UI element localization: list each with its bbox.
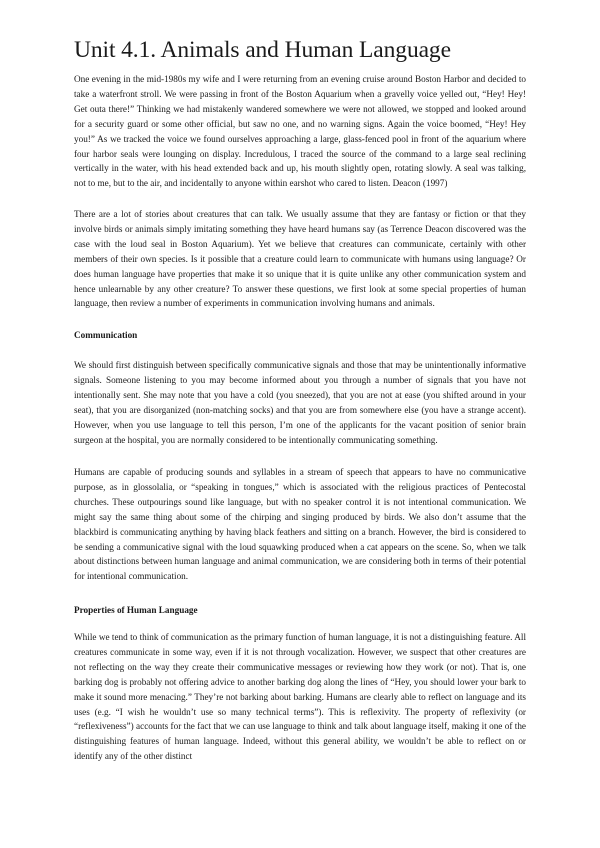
page-title: Unit 4.1. Animals and Human Language xyxy=(74,37,451,63)
section-heading-communication: Communication xyxy=(74,330,138,340)
communication-paragraph-1: We should first distinguish between specifically communicative signals and those that may be unintentionally informative signals. Someone listening to you may become informed about you through a number of signals that you have not intentionally sent. She may note that you have a cold (you sneezed), that you are not at ease (you shifted around in your seat), that you are disorganized (non-matching socks) and that you are from somewhere else (you have a strange accent). However, when you use language to tell this person, I’m one of the applicants for the vacant position of senior brain surgeon at the hospital, you are normally considered to be intentionally communicating something. xyxy=(74,360,526,445)
communication-paragraph-2: Humans are capable of producing sounds and syllables in a stream of speech that appears to have no communicative purpose, as in glossolalia, or “speaking in tongues,” which is associated with the religious practices of Pentecostal churches. These outpourings sound like language, but with no speaker control it is not intentional communication. We might say the same thing about some of the chirping and singing produced by birds. We also don’t assume that the blackbird is communicating anything by having black feathers and sitting on a branch. However, the bird is considered to be sending a communicative signal with the loud squawking produced when a cat appears on the scene. So, when we talk about distinctions between human language and animal communication, we are considering both in terms of their potential for intentional communication. xyxy=(74,467,526,582)
section-heading-properties: Properties of Human Language xyxy=(74,605,198,615)
overview-paragraph: There are a lot of stories about creatures that can talk. We usually assume that they are fantasy or fiction or that they involve birds or animals simply imitating something they have heard humans say (as Terrence Deacon discovered was the case with the loud seal in Boston Aquarium). Yet we believe that creatures can communicate, certainly with other members of their own species. Is it possible that a creature could learn to communicate with humans using language? Or does human language have properties that make it so unique that it is quite unlike any other communication system and hence unlearnable by any other creature? To answer these questions, we first look at some special properties of human language, then review a number of experiments in communication involving humans and animals. xyxy=(74,209,526,309)
properties-paragraph: While we tend to think of communication as the primary function of human language, it is not a distinguishing feature. All creatures communicate in some way, even if it is not through vocalization. However, we suspect that other creatures are not reflecting on the way they create their communicative messages or reviewing how they work (or not). That is, one barking dog is probably not offering advice to another barking dog along the lines of “Hey, you should lower your bark to make it sound more menacing.” They’re not barking about barking. Humans are clearly able to reflect on language and its uses (e.g. “I wish he wouldn’t use so many technical terms”). This is reflexivity. The property of reflexivity (or “reflexiveness”) accounts for the fact that we can use language to think and talk about language itself, making it one of the distinguishing features of human language. Indeed, without this general ability, we wouldn’t be able to reflect on or identify any of the other distinct xyxy=(74,632,526,762)
intro-quote-paragraph: One evening in the mid-1980s my wife and I were returning from an evening cruise around Boston Harbor and decided to take a waterfront stroll. We were passing in front of the Boston Aquarium when a gravelly voice yelled out, “Hey! Hey! Get outa there!” Thinking we had mistakenly wandered somewhere we were not allowed, we stopped and looked around for a security guard or some other official, but saw no one, and no warning signs. Again the voice boomed, “Hey! Hey you!” As we tracked the voice we found ourselves approaching a large, glass-fenced pool in front of the aquarium where four harbor seals were lounging on display. Incredulous, I traced the source of the command to a large seal reclining vertically in the water, with his head extended back and up, his mouth slightly open, rotating slowly. A seal was talking, not to me, but to the air, and incidentally to anyone within earshot who cared to listen. Deacon (1997) xyxy=(74,74,526,189)
